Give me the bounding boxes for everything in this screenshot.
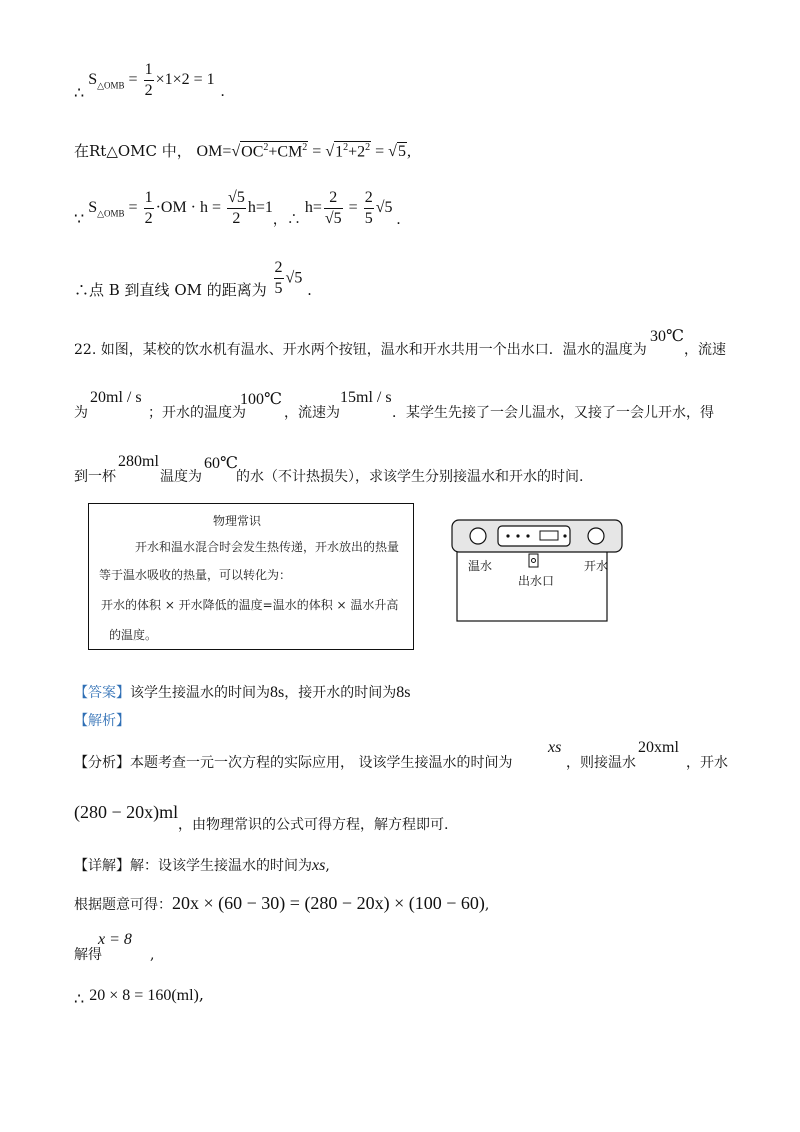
problem-line-2c: ．某学生先接了一会儿温水，又接了一会儿开水，得 — [392, 405, 714, 421]
note-line-1: 开水和温水混合时会发生热传递，开水放出的热量 — [135, 540, 400, 554]
problem-line-2b: ，流速为 — [284, 405, 340, 421]
line-1: ∴ $S_{\triangle OMB}$ = $\frac{1}{2}$ ×1×2 = 1 . — [74, 61, 225, 103]
note-line-2: 等于温水吸收的热量，可以转化为： — [99, 568, 292, 582]
note-title: 物理常识 — [213, 514, 262, 528]
boil-volume-expr: (280 − 20x)ml — [74, 802, 179, 822]
therefore-symbol: ∴ — [74, 85, 85, 103]
problem-line-2-start: 为 — [74, 405, 88, 421]
problem-line-3a: 温度为 — [160, 469, 202, 485]
fraction: $\frac{1}{2}$ — [144, 61, 153, 99]
warm-button-icon — [470, 528, 486, 544]
note-line-4: 的温度。 — [109, 628, 158, 642]
problem-line-3b: 的水（不计热损失），求该学生分别接温水和开水的时间. — [236, 469, 584, 485]
analysis-line-1b: ，则接温水 — [566, 755, 636, 771]
detail-line-2: 根据题意可得：20x × (60 − 30) = (280 − 20x) × (100 − 60), — [74, 893, 490, 913]
problem-line-2a: ；开水的温度为 — [148, 405, 246, 421]
note-line-3: 开水的体积 × 开水降低的温度=温水的体积 × 温水升高 — [101, 598, 399, 612]
line-2: 在Rt△OMC 中， $OM=√OC^2+CM^2 = √1^2+2^2 = √5$, — [74, 141, 411, 160]
label-outlet: 出水口 — [518, 574, 555, 588]
problem-line-1-end: ，流速 — [684, 342, 726, 358]
analysis-tag: 【解析】 — [74, 713, 130, 729]
detail-line-4: ∴ 20 × 8 = 160(ml), — [74, 985, 204, 1008]
analysis-line-2: ，由物理常识的公式可得方程，解方程即可. — [178, 817, 449, 833]
label-boil: 开水 — [584, 559, 609, 573]
temp-warm: 30℃ — [650, 328, 684, 345]
analysis-line-1: 【分析】本题考查一元一次方程的实际应用， 设该学生接温水的时间为 — [74, 755, 513, 771]
answer-line: 【答案】该学生接温水的时间为8s，接开水的时间为8s — [74, 684, 411, 701]
detail-line-1: 【详解】解：设该学生接温水的时间为xs, — [74, 857, 330, 874]
answer-tag: 【答案】 — [74, 685, 130, 701]
line-4: ∴点 B 到直线 OM 的距离为 $\frac{2}{5}$ √5 . — [74, 259, 312, 299]
solution-x: x = 8 — [98, 931, 132, 948]
warm-flow: 20ml / s — [90, 389, 142, 406]
boil-button-icon — [588, 528, 604, 544]
om-expression: $OM=√OC^2+CM^2 = √1^2+2^2 = √5$, — [196, 141, 411, 160]
analysis-line-1c: ，开水 — [686, 755, 728, 771]
label-warm: 温水 — [468, 559, 493, 573]
total-volume: 280ml — [118, 453, 159, 470]
detail-line-3: 解得 , — [74, 947, 155, 963]
problem-line-1: 22. 如图，某校的饮水机有温水、开水两个按钮，温水和开水共用一个出水口．温水的温度为 — [74, 342, 647, 358]
warm-volume-expr: 20xml — [638, 739, 679, 756]
var-xs: xs — [548, 739, 562, 756]
temp-mix: 60℃ — [204, 455, 238, 472]
line-3: ∵ $S_{\triangle OMB}$ = $\frac{1}{2}$ ·OM · h = $\frac{√5}{2}$ h=1，∴ h= $\frac{2}{√5}$ = $\frac{2}{5}$ √5 . — [74, 189, 401, 229]
problem-line-3-start: 到一杯 — [74, 469, 116, 485]
physics-note-box — [88, 503, 414, 650]
boil-flow: 15ml / s — [340, 389, 392, 406]
display-screen — [540, 531, 558, 540]
temp-boil: 100℃ — [240, 391, 282, 408]
